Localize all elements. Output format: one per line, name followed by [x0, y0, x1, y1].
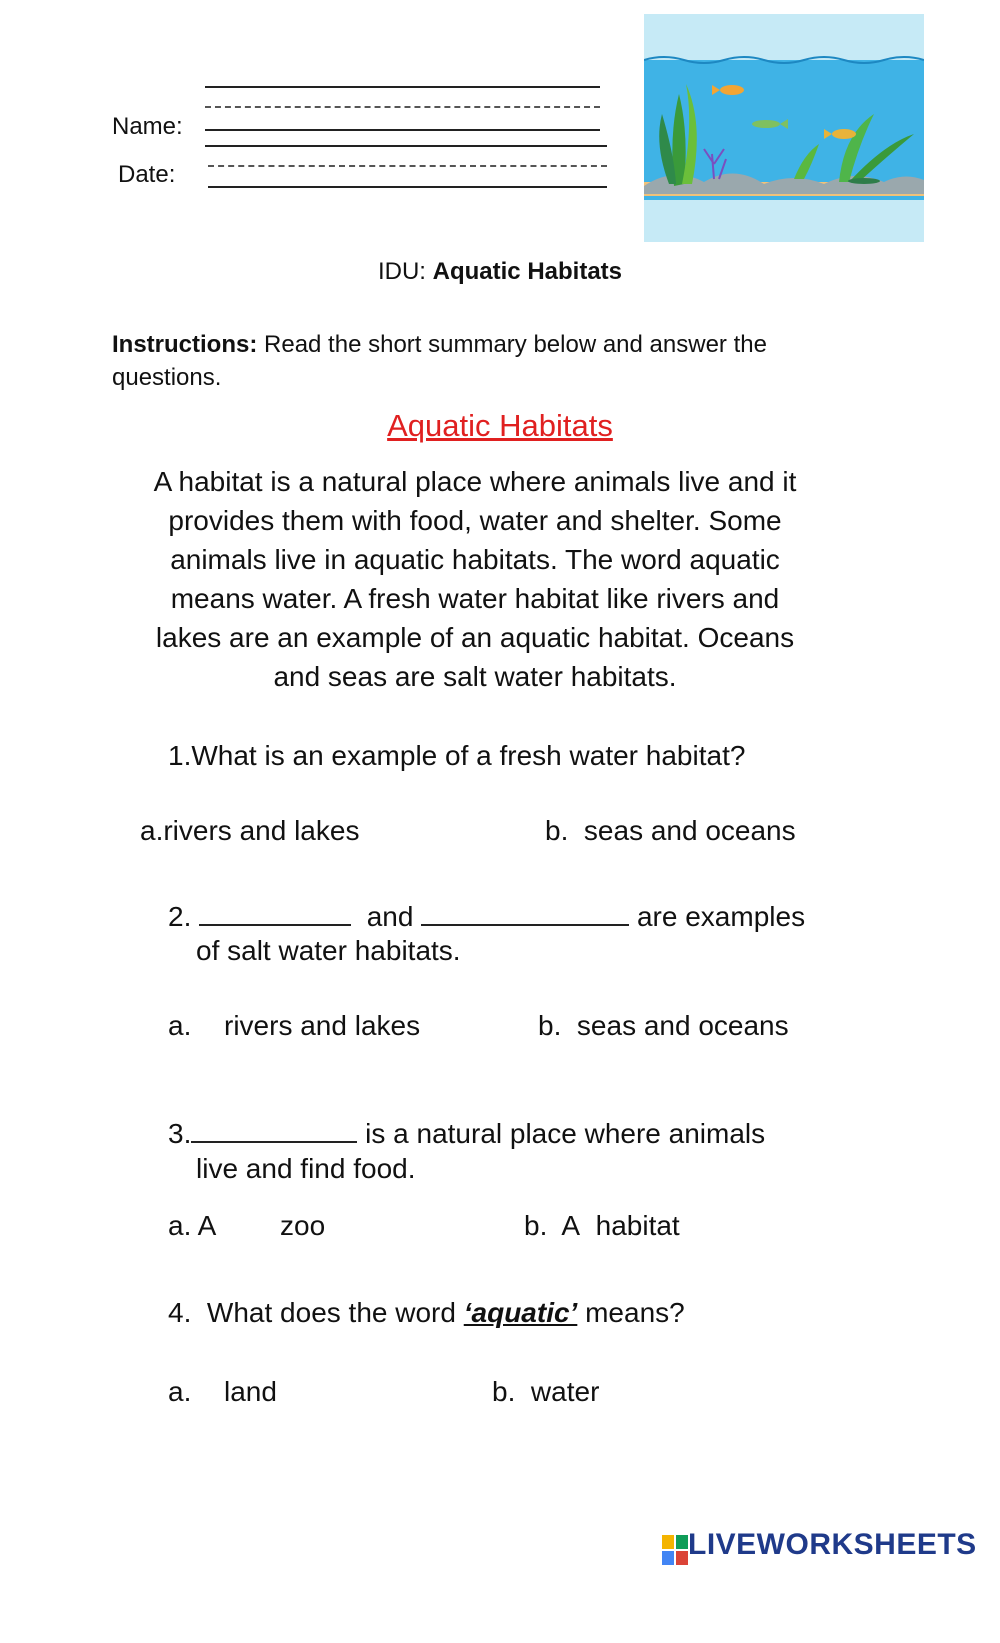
- summary-line: animals live in aquatic habitats. The word aquatic: [170, 544, 780, 575]
- q3-line2: live and find food.: [196, 1153, 416, 1184]
- q2-end: are examples: [636, 901, 806, 932]
- worksheet-title: [0, 258, 1000, 286]
- summary-line: and seas are salt water habitats.: [273, 661, 677, 692]
- q3-b-letter: b.: [524, 1210, 548, 1241]
- q2-option-a[interactable]: [168, 1010, 421, 1042]
- q4-keyword: ‘aquatic’: [463, 1297, 578, 1328]
- title-prefix: IDU:: [377, 258, 426, 285]
- q2-b-text: seas and oceans: [576, 1010, 789, 1041]
- q1-a-letter: a.: [140, 815, 164, 846]
- q3-b-article: A: [561, 1210, 581, 1241]
- q1-a-text: rivers and lakes: [163, 815, 360, 846]
- q3-a-text: zoo: [280, 1210, 326, 1241]
- question-2: [168, 898, 805, 933]
- aquarium-illustration: [644, 14, 924, 242]
- q2-mid: and: [366, 901, 414, 932]
- q2-a-letter: a.: [168, 1010, 192, 1041]
- summary-heading: [0, 408, 1000, 444]
- instructions-line1: Read the short summary below and answer the: [264, 331, 767, 358]
- q3-option-a[interactable]: [168, 1210, 326, 1242]
- q1-text: What is an example of a fresh water habitat?: [191, 740, 746, 771]
- title-text: Aquatic Habitats: [432, 258, 623, 285]
- question-4: [168, 1297, 685, 1329]
- q3-end: is a natural place where animals: [365, 1118, 766, 1149]
- q3-number: 3.: [168, 1118, 192, 1149]
- instructions-line2: questions.: [112, 364, 222, 391]
- q3-b-text: habitat: [595, 1210, 680, 1241]
- date-field[interactable]: [208, 186, 607, 188]
- summary-line: lakes are an example of an aquatic habitat. Oceans: [155, 622, 795, 653]
- summary-line: means water. A fresh water habitat like rivers and: [170, 583, 780, 614]
- q2-b-letter: b.: [538, 1010, 562, 1041]
- q4-option-a[interactable]: [168, 1376, 277, 1408]
- date-line-dashed: [208, 165, 607, 167]
- q4-b-letter: b.: [492, 1376, 516, 1407]
- name-field[interactable]: [205, 129, 600, 131]
- q3-a-article: A: [197, 1210, 217, 1241]
- name-line-top: [205, 86, 600, 88]
- q3-option-b[interactable]: [524, 1210, 680, 1242]
- summary-line: provides them with food, water and shelter. Some: [168, 505, 782, 536]
- instructions-label: Instructions:: [112, 331, 258, 358]
- q2-line2: of salt water habitats.: [196, 935, 461, 966]
- question-1: [168, 740, 745, 772]
- summary-line: A habitat is a natural place where animals live and it: [153, 466, 797, 497]
- q4-a-text: land: [224, 1376, 277, 1407]
- footer-brand: [662, 1528, 977, 1565]
- q1-b-text: seas and oceans: [583, 815, 796, 846]
- summary-paragraph: [0, 462, 950, 696]
- brand-text: LIVEWORKSHEETS: [688, 1528, 977, 1561]
- q1-option-b[interactable]: [545, 815, 796, 847]
- q2-blank-1[interactable]: [199, 898, 351, 926]
- q2-number: 2.: [168, 901, 192, 932]
- q2-option-b[interactable]: [538, 1010, 789, 1042]
- name-line-dashed: [205, 106, 600, 108]
- q4-number: 4.: [168, 1297, 192, 1328]
- question-3: [168, 1115, 765, 1150]
- q1-number: 1.: [168, 740, 192, 771]
- q4-start: What does the word: [206, 1297, 456, 1328]
- q4-option-b[interactable]: [492, 1376, 599, 1408]
- q1-option-a[interactable]: [140, 815, 359, 847]
- instructions: [112, 328, 872, 394]
- q1-b-letter: b.: [545, 815, 569, 846]
- q3-blank[interactable]: [191, 1115, 357, 1143]
- liveworksheets-logo-icon: [662, 1535, 688, 1565]
- q4-end: means?: [585, 1297, 685, 1328]
- summary-heading-text: Aquatic Habitats: [387, 408, 613, 443]
- name-line-bottom: [205, 145, 607, 147]
- date-label: Date:: [118, 161, 176, 188]
- q2-blank-2[interactable]: [421, 898, 629, 926]
- q4-b-text: water: [530, 1376, 600, 1407]
- q3-a-letter: a.: [168, 1210, 192, 1241]
- name-label: Name:: [112, 113, 183, 140]
- q4-a-letter: a.: [168, 1376, 192, 1407]
- q2-a-text: rivers and lakes: [224, 1010, 421, 1041]
